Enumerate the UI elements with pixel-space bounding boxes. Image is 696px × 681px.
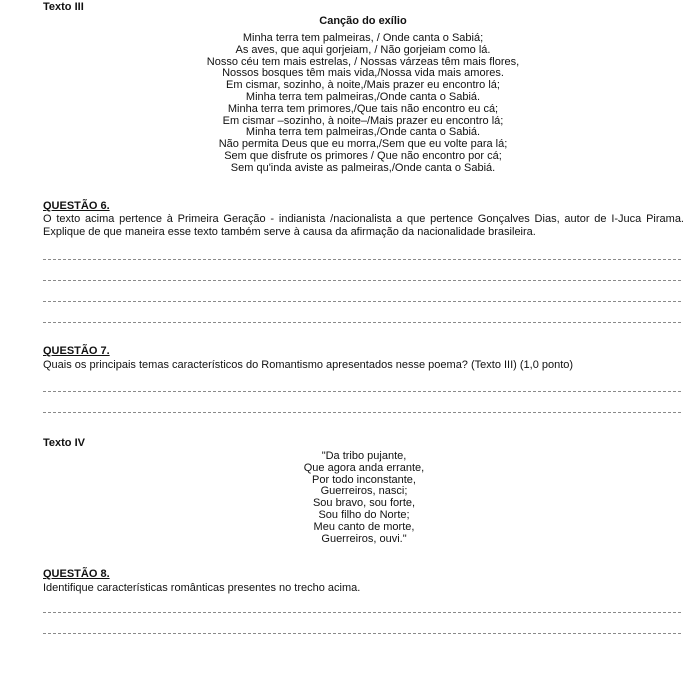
answer-line-q6-2[interactable] [43,280,681,281]
poem-line: Minha terra tem palmeiras,/Onde canta o Sabiá. [245,126,481,139]
poem-title: Canção do exílio [319,15,407,27]
poem-line: Sou bravo, sou forte, [312,497,416,510]
question-8-title: QUESTÃO 8. [43,568,110,580]
poem-line: Meu canto de morte, [313,520,415,533]
question-6-title: QUESTÃO 6. [43,200,110,212]
poem-texto-iii [150,33,576,175]
poem-line: Em cismar, sozinho, à noite,/Mais prazer eu encontro lá; [226,79,500,92]
question-6-text: O texto acima pertence à Primeira Geração - indianista /nacionalista a que pertence Gonçalves Dias, autor de I-Juca Pirama. Explique de que maneira esse texto também serve à causa da afirmação da nacionalidade brasileira. [43,213,684,238]
poem-line: Sem qu'inda aviste as palmeiras,/Onde canta o Sabiá. [230,161,496,174]
poem-line: Minha terra tem palmeiras,/Onde canta o Sabiá. [245,90,481,103]
poem-line: Nossos bosques têm mais vida,/Nossa vida mais amores. [222,67,504,80]
poem-line: Sou filho do Norte; [318,508,410,521]
answer-line-q6-3[interactable] [43,301,681,302]
question-8-text: Identifique características românticas presentes no trecho acima. [43,582,361,594]
question-7-text: Quais os principais temas característicos do Romantismo apresentados nesse poema? (Texto III) (1,0 ponto) [43,359,574,371]
question-7-title: QUESTÃO 7. [43,345,110,357]
poem-texto-iv [249,451,479,545]
answer-line-q7-1[interactable] [43,391,681,392]
poem-line: Que agora anda errante, [303,461,425,474]
poem-line: Nosso céu tem mais estrelas, / Nossas várzeas têm mais flores, [206,55,520,68]
answer-line-q6-1[interactable] [43,259,681,260]
poem-line: Guerreiros, ouvi." [321,532,407,545]
poem-line: Guerreiros, nasci; [320,485,408,498]
poem-line: Minha terra tem palmeiras, / Onde canta o Sabiá; [242,32,484,44]
answer-line-q8-2[interactable] [43,633,681,634]
answer-line-q7-2[interactable] [43,412,681,413]
poem-line: Sem que disfrute os primores / Que não encontro por cá; [224,149,502,162]
poem-line: "Da tribo pujante, [321,450,407,462]
poem-line: Por todo inconstante, [312,473,416,486]
poem-line: As aves, que aqui gorjeiam, / Não gorjeiam como lá. [235,43,491,56]
poem-line: Em cismar –sozinho, à noite–/Mais prazer eu encontro lá; [222,114,504,127]
answer-line-q8-1[interactable] [43,612,681,613]
poem-line: Minha terra tem primores,/Que tais não encontro eu cá; [227,102,499,115]
texto-iii-label: Texto III [43,1,84,13]
poem-line: Não permita Deus que eu morra,/Sem que eu volte para lá; [218,138,508,151]
answer-line-q6-4[interactable] [43,322,681,323]
texto-iv-label: Texto IV [43,437,85,449]
